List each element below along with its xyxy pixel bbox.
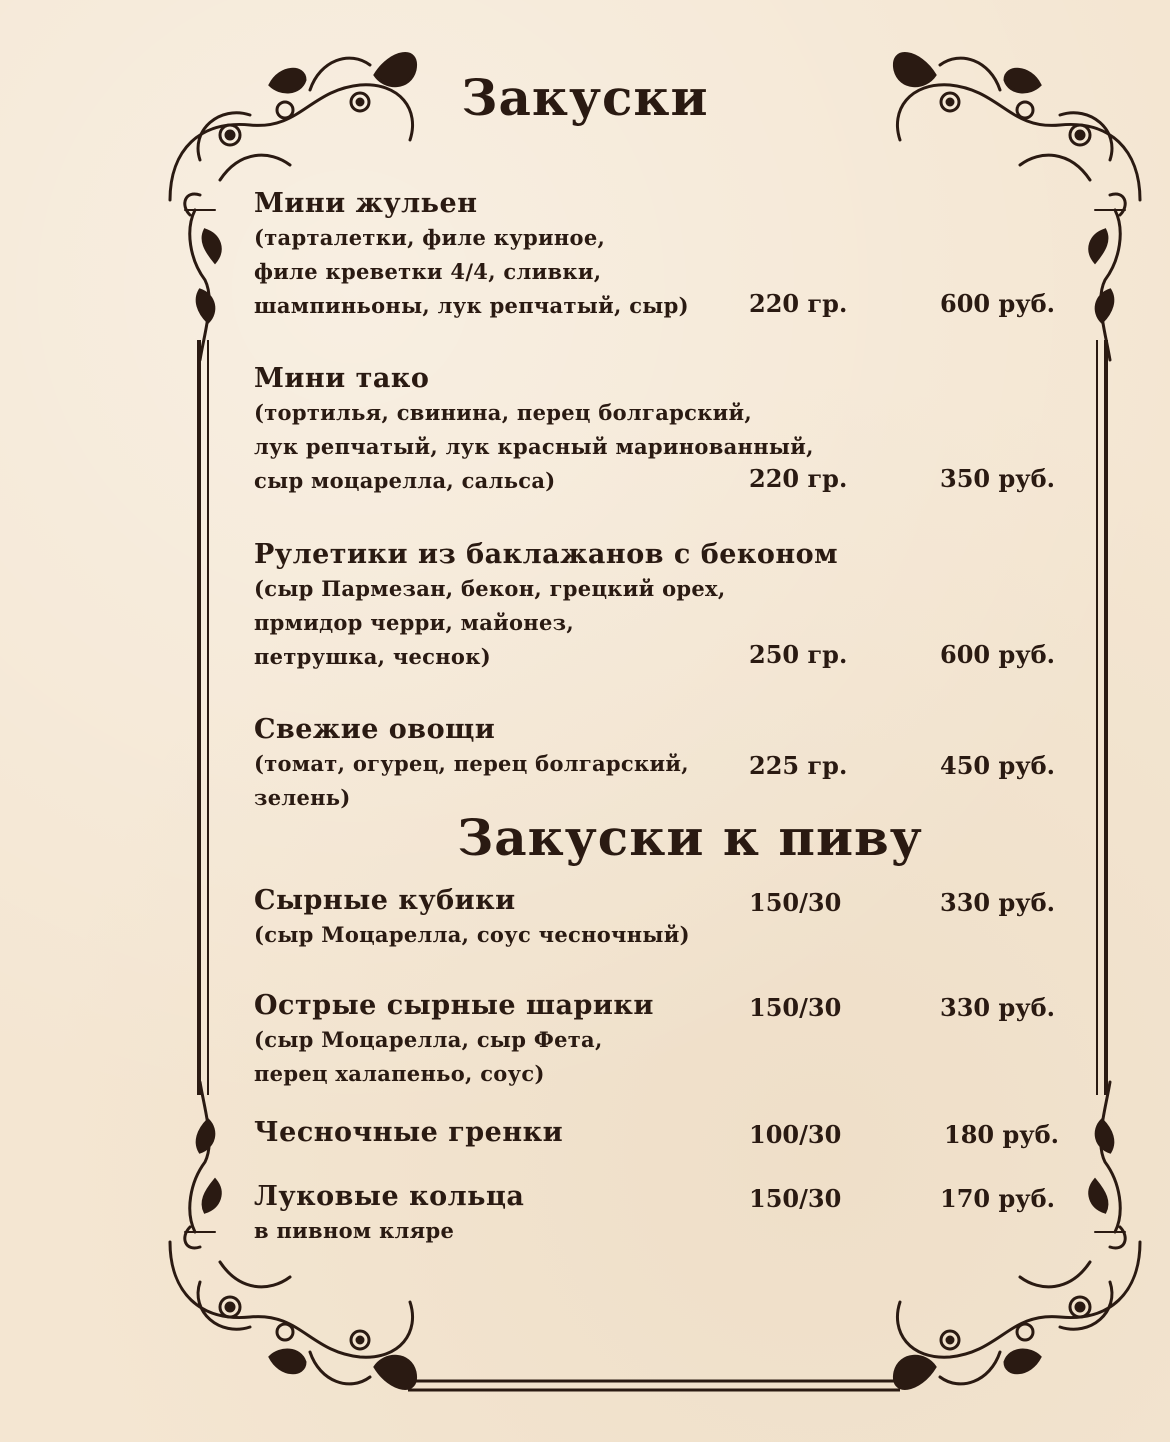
menu-item <box>254 884 1074 952</box>
item-weight: 150/30 <box>749 888 842 917</box>
item-description: (сыр Моцарелла, соус чесночный) <box>254 922 690 947</box>
section-title-snacks: Закуски <box>461 68 709 127</box>
item-description: (тарталетки, филе куриное, <box>254 225 606 250</box>
menu-item <box>254 1116 1074 1150</box>
item-price: 450 руб. <box>940 751 1055 780</box>
item-price: 600 руб. <box>940 640 1055 669</box>
item-description: филе креветки 4/4, сливки, <box>254 259 602 284</box>
menu-item <box>254 713 1074 815</box>
section-title-beer-snacks: Закуски к пиву <box>457 808 923 867</box>
item-description: сыр моцарелла, сальса) <box>254 468 556 493</box>
menu-item <box>254 362 1074 498</box>
item-name: Мини тако <box>254 363 430 394</box>
item-weight: 100/30 <box>749 1120 842 1149</box>
item-weight: 225 гр. <box>749 751 848 780</box>
menu-item <box>254 187 1074 323</box>
item-weight: 250 гр. <box>749 640 848 669</box>
item-description: прмидор черри, майонез, <box>254 610 574 635</box>
item-description: петрушка, чеснок) <box>254 644 491 669</box>
item-price: 600 руб. <box>940 289 1055 318</box>
menu-item <box>254 538 1074 674</box>
item-name: Острые сырные шарики <box>254 990 654 1021</box>
item-price: 330 руб. <box>940 993 1055 1022</box>
item-name: Рулетики из баклажанов с беконом <box>254 539 839 570</box>
item-description: (томат, огурец, перец болгарский, <box>254 751 689 776</box>
item-name: Луковые кольца <box>254 1181 525 1212</box>
item-description: лук репчатый, лук красный маринованный, <box>254 434 814 459</box>
menu-item <box>254 989 1074 1091</box>
menu-item <box>254 1180 1074 1248</box>
item-price: 180 руб. <box>944 1120 1059 1149</box>
item-name: Сырные кубики <box>254 885 516 916</box>
item-description: зелень) <box>254 785 351 810</box>
item-price: 350 руб. <box>940 464 1055 493</box>
item-name: Свежие овощи <box>254 714 496 745</box>
item-name: Чесночные гренки <box>254 1117 564 1148</box>
item-description: (сыр Пармезан, бекон, грецкий орех, <box>254 576 726 601</box>
item-description: шампиньоны, лук репчатый, сыр) <box>254 293 689 318</box>
item-price: 330 руб. <box>940 888 1055 917</box>
item-description: (сыр Моцарелла, сыр Фета, <box>254 1027 603 1052</box>
item-weight: 150/30 <box>749 1184 842 1213</box>
item-description: (тортилья, свинина, перец болгарский, <box>254 400 753 425</box>
item-description: перец халапеньо, соус) <box>254 1061 545 1086</box>
item-description: в пивном кляре <box>254 1218 455 1243</box>
item-price: 170 руб. <box>940 1184 1055 1213</box>
item-weight: 150/30 <box>749 993 842 1022</box>
item-weight: 220 гр. <box>749 289 848 318</box>
item-name: Мини жульен <box>254 188 478 219</box>
item-weight: 220 гр. <box>749 464 848 493</box>
